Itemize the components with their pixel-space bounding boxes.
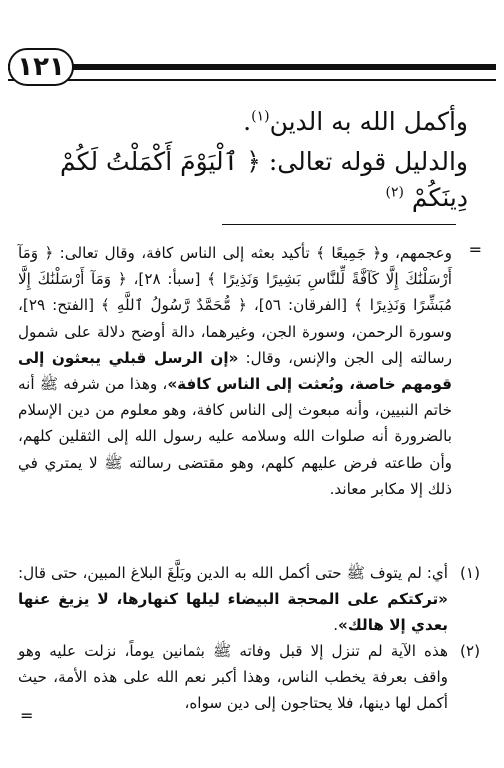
continued-footnote-text: وعجمهم، و﴿ جَمِيعًا ﴾ تأكيد بعثه إلى الناس كافة، وقال تعالى: ﴿ وَمَآ أَرْسَلْنَٰكَ إِلَّا كَآفَّةً لِّلنَّاسِ بَشِيرًا وَنَذِيرًا ﴾ [سبأ: ٢٨]، ﴿ وَمَآ أَرْسَلْنَٰكَ إِلَّا مُبَشِّرًا وَنَذِيرًا ﴾ [الفرقان: ٥٦]، ﴿ مُّحَمَّدٌ رَّسُولُ ٱللَّهِ ﴾ [الفتح: ٢٩]، وسورة الرحمن، وسورة الجن، وغيرهما، دالة أوضح دلالة على شمول رسالته إلى الجن والإنس، وقال: xyxy=(18,244,452,367)
footnote-ref-1[interactable]: (١) xyxy=(251,108,270,125)
main-text-line-1 xyxy=(40,104,468,140)
page-number xyxy=(8,48,74,86)
main-text-1-end: . xyxy=(243,107,252,136)
continued-footnote-tail: ، وهذا من شرفه ﷺ أنه خاتم النبيين، وأنه مبعوث إلى الناس كافة، وهو معلوم من دين الإسلام بالضرورة أنه صلوات الله وسلامه عليه رسول الله إلى الثقلين كلهم، وأن طاعته فرض عليهم كلهم، وهو مقتضى رسالته ﷺ لا يمتري في ذلك إلا مكابر معاند. xyxy=(18,375,452,498)
footnote-separator xyxy=(222,224,456,225)
main-text-2: والدليل قوله تعالى: xyxy=(260,147,468,176)
main-text-line-2 xyxy=(40,144,468,216)
footnote-2-number: (٢) xyxy=(459,642,481,660)
footnote-2-text: هذه الآية لم تنزل إلا قبل وفاته ﷺ بثمانين يوماً، نزلت عليه وهو واقف بعرفة يخطب الناس، وهذا أكبر نعم الله على هذه الأمة، حيث أكمل لها دينها، فلا يحتاجون إلى دين سواه، xyxy=(18,642,448,713)
footnote-1-tail: . xyxy=(333,616,339,635)
page-number-text: ١٢١ xyxy=(17,52,65,82)
footnote-1-text: أي: لم يتوف ﷺ حتى أكمل الله به الدين وبَلَّغَ البلاغ المبين، حتى قال: xyxy=(18,564,448,582)
footnote-ref-2[interactable]: (٢) xyxy=(385,184,404,201)
footnote-1-body xyxy=(18,560,448,639)
header-rule-thick xyxy=(8,64,496,70)
hadith-quote: «إن الرسل قبلي يبعثون إلى قومهم خاصة، وبُعثت إلى الناس كافة» xyxy=(18,348,452,394)
header-rule-thin xyxy=(8,79,496,81)
continued-footnote xyxy=(18,240,452,502)
continuation-marker-start: = xyxy=(468,240,482,259)
main-text-1: وأكمل الله به الدين xyxy=(269,107,468,136)
quran-verse: ﴿ ٱلْيَوْمَ أَكْمَلْتُ لَكُمْ دِينَكُمْ xyxy=(60,147,468,212)
footnote-1-number: (١) xyxy=(459,564,481,582)
continuation-marker-end: = xyxy=(20,706,34,725)
footnote-1-hadith: «تركتكم على المحجة البيضاء ليلها كنهارها، لا يزيغ عنها بعدي إلا هالك» xyxy=(18,590,448,635)
footnote-2-body xyxy=(18,638,448,717)
